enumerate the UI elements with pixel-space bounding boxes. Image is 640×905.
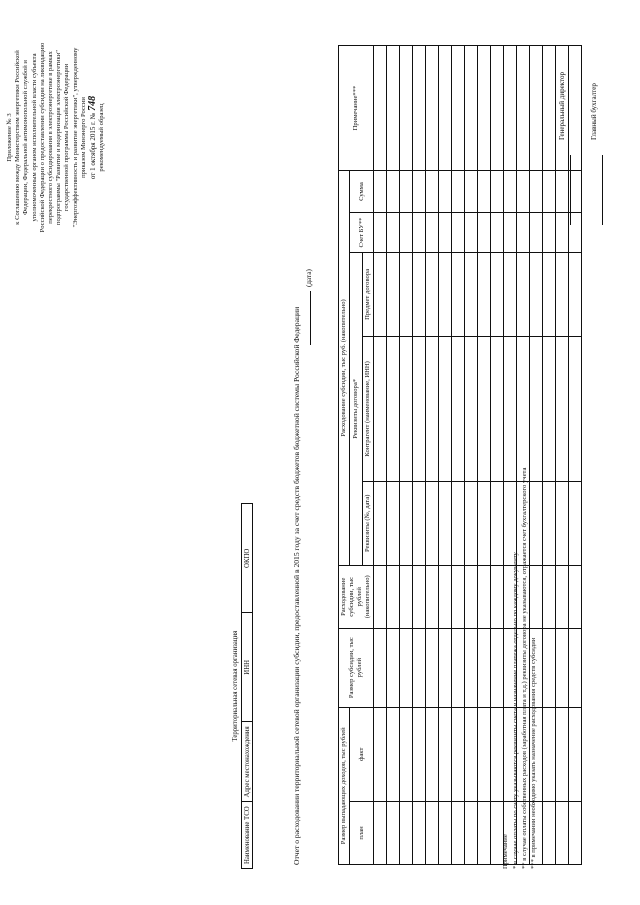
table-cell <box>439 565 452 628</box>
table-cell <box>491 213 504 253</box>
order-number: 748 <box>87 95 99 111</box>
table-cell <box>400 802 413 865</box>
table-row <box>556 46 569 865</box>
table-cell <box>374 707 387 802</box>
table-cell <box>517 336 530 481</box>
table-cell <box>400 481 413 565</box>
appendix-line: к Соглашению между Министерством энергетики Российской <box>14 50 22 225</box>
header-spending-group: Расходование субсидии, тыс руб. (накопительно) <box>339 171 350 566</box>
table-cell <box>426 802 439 865</box>
table-cell <box>400 336 413 481</box>
table-cell <box>491 628 504 707</box>
appendix-line: приказом Минэнерго России <box>79 97 87 178</box>
table-cell <box>543 171 556 213</box>
table-cell <box>439 171 452 213</box>
table-cell <box>543 336 556 481</box>
table-row <box>478 46 491 865</box>
table-cell <box>556 336 569 481</box>
table-cell <box>543 213 556 253</box>
table-cell <box>374 171 387 213</box>
table-cell <box>400 252 413 336</box>
director-signature-line <box>570 155 571 225</box>
table-cell <box>387 707 400 802</box>
table-cell <box>439 213 452 253</box>
notes-heading: Примечание <box>502 834 509 869</box>
table-cell <box>452 336 465 481</box>
note-item-2: ** в случае оплаты собственных расходов (заработная плата и т.д.) реквизиты договора не указываются, отражается счет бухгалтерского учета <box>521 467 528 869</box>
appendix-line: подпрограммы "Развитие и модернизация электроэнергетики" <box>55 50 63 225</box>
header-plan: план <box>350 802 374 865</box>
table-cell <box>517 252 530 336</box>
table-cell <box>374 628 387 707</box>
table-cell <box>426 628 439 707</box>
table-cell <box>413 707 426 802</box>
table-cell <box>374 336 387 481</box>
table-cell <box>413 628 426 707</box>
table-cell <box>491 707 504 802</box>
table-cell <box>426 252 439 336</box>
table-cell <box>465 336 478 481</box>
header-amount: Сумма <box>350 171 374 213</box>
organization-caption: Территориальная сетевая организация <box>231 630 239 742</box>
table-cell <box>426 707 439 802</box>
header-income: Размер выпадающих доходов, тыс рублей <box>339 707 350 864</box>
table-cell <box>465 481 478 565</box>
note-item-1: * в случае оплаты по счету указываются реквизиты счета и назначение платежа отдельно по каждому документу <box>512 552 519 869</box>
table-cell <box>543 707 556 802</box>
table-cell <box>569 252 582 336</box>
table-row <box>387 46 400 865</box>
table-cell <box>530 565 543 628</box>
table-cell <box>478 565 491 628</box>
table-cell <box>400 171 413 213</box>
table-cell <box>556 171 569 213</box>
table-cell <box>530 171 543 213</box>
table-cell <box>543 565 556 628</box>
table-cell <box>387 46 400 171</box>
table-cell <box>569 336 582 481</box>
header-fact: факт <box>350 707 374 802</box>
table-cell <box>439 707 452 802</box>
table-cell <box>491 171 504 213</box>
table-cell <box>465 252 478 336</box>
table-cell <box>374 481 387 565</box>
appendix-line: государственной программы Российской Федерации <box>63 63 71 212</box>
table-cell <box>543 252 556 336</box>
table-cell <box>543 481 556 565</box>
table-cell <box>439 46 452 171</box>
header-counterparty: Контрагент (наименование, ИНН) <box>363 336 374 481</box>
header-note: Примечание*** <box>339 46 374 171</box>
table-cell <box>465 565 478 628</box>
table-cell <box>439 252 452 336</box>
table-cell <box>556 707 569 802</box>
table-cell <box>452 213 465 253</box>
appendix-date <box>88 10 98 265</box>
table-cell <box>543 802 556 865</box>
header-contract-subject: Предмет договора <box>363 252 374 336</box>
director-label: Генеральный директор <box>558 72 566 140</box>
appendix-line: уполномоченным органом исполнительной власти субъекта <box>30 53 38 222</box>
note-item-3: *** в примечании необходимо указать назначение расходования средств субсидии <box>530 637 537 869</box>
table-cell <box>374 565 387 628</box>
table-cell <box>387 481 400 565</box>
table-cell <box>478 707 491 802</box>
appendix-line: "Энергоэффективность и развитие энергетики", утвержденному <box>71 47 79 228</box>
table-cell <box>439 802 452 865</box>
table-cell <box>452 628 465 707</box>
appendix-line: Федерации, Федеральной антимонопольной службой и <box>22 60 30 215</box>
table-cell <box>413 46 426 171</box>
date-blank-line <box>310 291 311 345</box>
table-cell <box>491 252 504 336</box>
accountant-signature-line <box>602 155 603 225</box>
table-cell <box>543 46 556 171</box>
table-cell <box>400 565 413 628</box>
table-cell <box>413 336 426 481</box>
table-cell <box>491 565 504 628</box>
table-cell <box>413 171 426 213</box>
table-cell <box>504 171 517 213</box>
table-cell <box>452 46 465 171</box>
table-cell <box>517 213 530 253</box>
table-cell <box>556 481 569 565</box>
table-cell <box>478 481 491 565</box>
table-cell <box>530 481 543 565</box>
date-value: 1 октября 2015 г. № <box>89 112 98 171</box>
sample-note: рекомендуемый образец <box>98 103 106 172</box>
table-cell <box>413 481 426 565</box>
table-cell <box>465 628 478 707</box>
table-cell <box>491 481 504 565</box>
table-cell <box>556 252 569 336</box>
table-cell <box>478 171 491 213</box>
table-cell <box>426 565 439 628</box>
table-cell <box>530 46 543 171</box>
table-row <box>400 46 413 865</box>
table-cell <box>374 802 387 865</box>
table-cell <box>452 171 465 213</box>
table-cell <box>387 336 400 481</box>
table-cell <box>556 628 569 707</box>
date-field <box>305 269 313 345</box>
table-cell <box>387 252 400 336</box>
table-cell <box>569 707 582 802</box>
table-cell <box>478 213 491 253</box>
table-cell <box>426 171 439 213</box>
org-field-inn: ИНН <box>242 613 253 722</box>
table-cell <box>530 213 543 253</box>
appendix-header <box>6 10 106 265</box>
table-cell <box>426 46 439 171</box>
appendix-line: перекрестного субсидирования в электроэнергетике в рамках <box>47 51 55 224</box>
table-cell <box>387 628 400 707</box>
table-cell <box>478 252 491 336</box>
header-contract-details: Реквизиты договора* <box>350 252 363 565</box>
table-cell <box>478 336 491 481</box>
table-cell <box>465 46 478 171</box>
table-cell <box>478 46 491 171</box>
table-cell <box>400 628 413 707</box>
table-cell <box>504 46 517 171</box>
table-cell <box>530 336 543 481</box>
table-cell <box>374 46 387 171</box>
table-cell <box>413 565 426 628</box>
table-cell <box>569 481 582 565</box>
table-cell <box>439 336 452 481</box>
table-cell <box>465 213 478 253</box>
org-field-okpo: ОКПО <box>242 504 253 613</box>
table-cell <box>439 628 452 707</box>
header-subsidy-size: Размер субсидии, тыс рублей <box>339 628 374 707</box>
table-cell <box>387 213 400 253</box>
table-cell <box>400 213 413 253</box>
table-row <box>452 46 465 865</box>
table-cell <box>374 252 387 336</box>
appendix-line: Российской Федерации о предоставлении субсидии на ликвидацию <box>38 42 46 233</box>
report-title: Отчет о расходовании территориальной сетевой организации субсидии, предоставленной в 2015 году за счет средств бюджетов бюджетной системы Российской Федерации <box>292 306 301 865</box>
table-cell <box>517 171 530 213</box>
table-cell <box>556 565 569 628</box>
date-label: (дата) <box>305 269 313 287</box>
table-cell <box>439 481 452 565</box>
table-cell <box>569 802 582 865</box>
table-cell <box>504 213 517 253</box>
table-cell <box>556 802 569 865</box>
table-cell <box>452 707 465 802</box>
table-cell <box>543 628 556 707</box>
table-cell <box>413 802 426 865</box>
table-cell <box>504 336 517 481</box>
spending-table <box>338 45 582 865</box>
table-cell <box>465 707 478 802</box>
date-prefix: от <box>89 172 98 180</box>
table-cell <box>491 336 504 481</box>
table-cell <box>400 707 413 802</box>
table-row <box>439 46 452 865</box>
table-cell <box>569 46 582 171</box>
table-cell <box>556 213 569 253</box>
header-account: Счет БУ** <box>350 213 374 253</box>
table-row <box>426 46 439 865</box>
table-cell <box>569 628 582 707</box>
table-row <box>413 46 426 865</box>
table-cell <box>465 171 478 213</box>
organization-table <box>230 503 253 869</box>
table-cell <box>374 213 387 253</box>
table-cell <box>452 481 465 565</box>
appendix-line: Приложение № 3 <box>6 113 13 162</box>
table-row <box>543 46 556 865</box>
table-cell <box>413 213 426 253</box>
table-cell <box>517 46 530 171</box>
table-cell <box>569 565 582 628</box>
table-cell <box>530 252 543 336</box>
table-cell <box>426 481 439 565</box>
table-cell <box>452 565 465 628</box>
table-row <box>465 46 478 865</box>
table-cell <box>478 628 491 707</box>
org-field-name: Наименование ТСО <box>242 802 253 869</box>
table-cell <box>387 171 400 213</box>
table-cell <box>491 46 504 171</box>
table-cell <box>452 802 465 865</box>
table-cell <box>465 802 478 865</box>
table-row <box>491 46 504 865</box>
header-details-no-date: Реквизиты (№, дата) <box>363 481 374 565</box>
table-cell <box>400 46 413 171</box>
table-cell <box>504 252 517 336</box>
org-field-address: Адрес местонахождения <box>242 722 253 802</box>
table-cell <box>452 252 465 336</box>
table-cell <box>426 213 439 253</box>
accountant-label: Главный бухгалтер <box>590 83 598 140</box>
table-cell <box>387 565 400 628</box>
table-row <box>374 46 387 865</box>
table-cell <box>426 336 439 481</box>
table-cell <box>413 252 426 336</box>
header-spending-cumulative: Расходование субсидии, тыс рублей (накопительно) <box>339 565 374 628</box>
table-cell <box>478 802 491 865</box>
table-cell <box>387 802 400 865</box>
